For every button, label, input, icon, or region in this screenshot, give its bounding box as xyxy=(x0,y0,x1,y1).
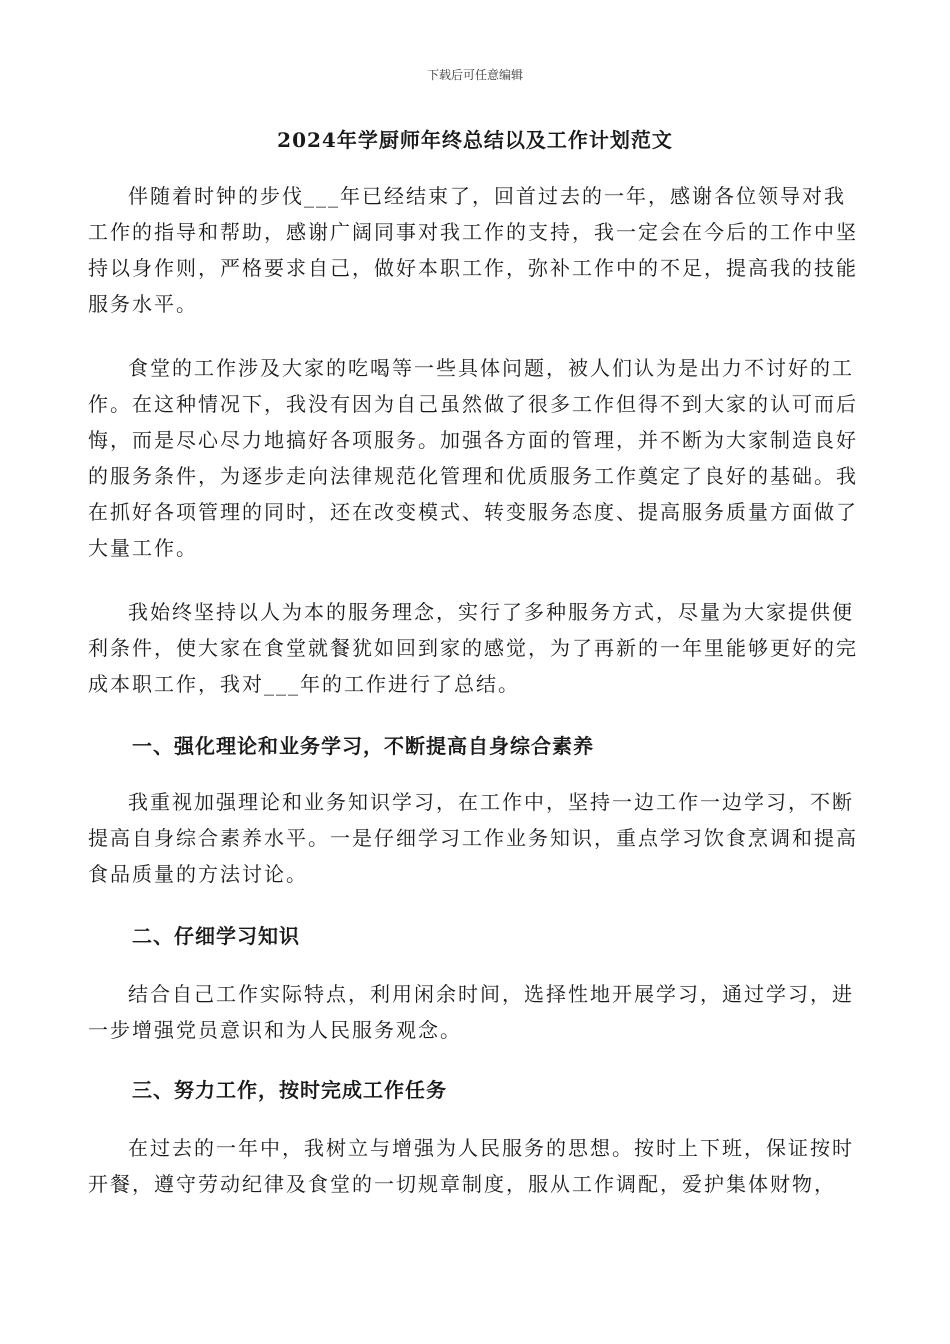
section-heading-1: 一、强化理论和业务学习，不断提高自身综合素养 xyxy=(132,734,594,758)
section-body-3: 在过去的一年中，我树立与增强为人民服务的思想。按时上下班，保证按时开餐，遵守劳动纪律及食堂的一切规章制度，服从工作调配，爱护集体财物， xyxy=(88,1136,854,1196)
section-body-1: 我重视加强理论和业务知识学习，在工作中，坚持一边工作一边学习，不断提高自身综合素养水平。一是仔细学习工作业务知识，重点学习饮食烹调和提高食品质量的方法讨论。 xyxy=(88,790,858,886)
section-body-2: 结合自己工作实际特点，利用闲余时间，选择性地开展学习，通过学习，进一步增强党员意识和为人民服务观念。 xyxy=(88,982,854,1042)
paragraph-service-concept: 我始终坚持以人为本的服务理念，实行了多种服务方式，尽量为大家提供便利条件，使大家在食堂就餐犹如回到家的感觉，为了再新的一年里能够更好的完成本职工作，我对___年的工作进行了总结。 xyxy=(88,600,858,696)
paragraph-canteen-work: 食堂的工作涉及大家的吃喝等一些具体问题，被人们认为是出力不讨好的工作。在这种情况下，我没有因为自己虽然做了很多工作但得不到大家的认可而后悔，而是尽心尽力地搞好各项服务。加强各方面的管理，并不断为大家制造良好的服务条件，为逐步走向法律规范化管理和优质服务工作奠定了良好的基础。我在抓好各项管理的同时，还在改变模式、转变服务态度、提高服务质量方面做了大量工作。 xyxy=(88,356,858,560)
header-note: 下载后可任意编辑 xyxy=(426,68,523,82)
section-heading-2: 二、仔细学习知识 xyxy=(132,924,300,948)
document-title: 2024年学厨师年终总结以及工作计划范文 xyxy=(277,128,673,152)
section-heading-3: 三、努力工作，按时完成工作任务 xyxy=(132,1078,447,1102)
paragraph-intro: 伴随着时钟的步伐___年已经结束了，回首过去的一年，感谢各位领导对我工作的指导和帮助，感谢广阔同事对我工作的支持，我一定会在今后的工作中坚持以身作则，严格要求自己，做好本职工作，弥补工作中的不足，提高我的技能服务水平。 xyxy=(88,184,858,316)
